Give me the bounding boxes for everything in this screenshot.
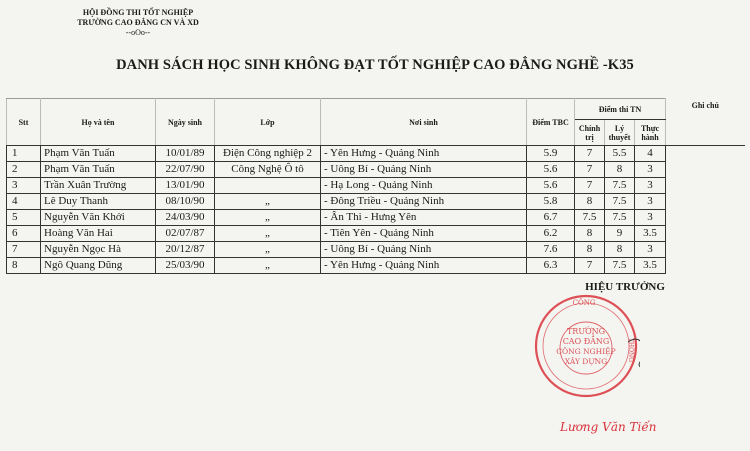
row-note (666, 258, 745, 274)
row-politics: 7 (575, 162, 605, 178)
row-politics: 7 (575, 146, 605, 162)
row-gpa: 6.2 (527, 226, 575, 242)
row-politics: 8 (575, 194, 605, 210)
row-stt: 4 (7, 194, 41, 210)
row-dob: 13/01/90 (156, 178, 215, 194)
row-dob: 25/03/90 (156, 258, 215, 274)
row-class: „ (215, 226, 321, 242)
row-dob: 02/07/87 (156, 226, 215, 242)
row-practice: 3 (635, 162, 666, 178)
row-practice: 3.5 (635, 226, 666, 242)
row-dob: 08/10/90 (156, 194, 215, 210)
header-politics: Chính trị (575, 120, 605, 146)
row-theory: 7.5 (605, 194, 635, 210)
row-practice: 3.5 (635, 258, 666, 274)
row-note (666, 146, 745, 162)
issuer-header (38, 8, 238, 38)
header-birthplace: Nơi sinh (321, 99, 527, 146)
row-practice: 4 (635, 146, 666, 162)
issuer-line-1: HỘI ĐỒNG THI TỐT NGHIỆP (82, 8, 194, 17)
row-gpa: 5.9 (527, 146, 575, 162)
header-exam-group: Điểm thi TN (575, 99, 666, 120)
row-practice: 3 (635, 210, 666, 226)
row-dob: 22/07/90 (156, 162, 215, 178)
row-birthplace: - Yên Hưng - Quảng Ninh (321, 258, 527, 274)
row-politics: 7 (575, 178, 605, 194)
table-row (7, 178, 745, 194)
row-note (666, 242, 745, 258)
header-separator: --oOo-- (125, 28, 151, 37)
row-name: Hoàng Văn Hai (41, 226, 156, 242)
row-gpa: 5.8 (527, 194, 575, 210)
row-politics: 7.5 (575, 210, 605, 226)
row-birthplace: - Ân Thi - Hưng Yên (321, 210, 527, 226)
row-class: „ (215, 210, 321, 226)
seal-text-3: CÔNG NGHIỆP (556, 347, 616, 356)
row-gpa: 7.6 (527, 242, 575, 258)
header-stt: Stt (7, 99, 41, 146)
seal-text-1: TRƯỜNG (566, 327, 606, 336)
header-practice: Thực hành (635, 120, 666, 146)
row-stt: 8 (7, 258, 41, 274)
table-row (7, 146, 745, 162)
row-gpa: 5.6 (527, 178, 575, 194)
row-dob: 20/12/87 (156, 242, 215, 258)
row-name: Phạm Văn Tuấn (41, 146, 156, 162)
principal-title: HIỆU TRƯỞNG (585, 281, 665, 293)
row-theory: 7.5 (605, 210, 635, 226)
row-class: Điện Công nghiệp 2 (215, 146, 321, 162)
row-stt: 6 (7, 226, 41, 242)
signer-name: Lương Văn Tiến (560, 420, 657, 434)
row-birthplace: - Hạ Long - Quảng Ninh (321, 178, 527, 194)
row-name: Nguyễn Văn Khởi (41, 210, 156, 226)
row-class (215, 178, 321, 194)
row-theory: 7.5 (605, 258, 635, 274)
table-row (7, 242, 745, 258)
row-name: Phạm Văn Tuấn (41, 162, 156, 178)
row-dob: 24/03/90 (156, 210, 215, 226)
row-name: Lê Duy Thanh (41, 194, 156, 210)
row-gpa: 6.3 (527, 258, 575, 274)
row-note (666, 210, 745, 226)
seal-text-side: THÔNG (627, 337, 634, 363)
table-row (7, 210, 745, 226)
issuer-line-2: TRƯỜNG CAO ĐẲNG CN VÀ XD (77, 18, 199, 27)
row-theory: 7.5 (605, 178, 635, 194)
row-practice: 3 (635, 178, 666, 194)
header-dob: Ngày sinh (156, 99, 215, 146)
row-politics: 8 (575, 242, 605, 258)
row-theory: 8 (605, 242, 635, 258)
seal-text-top: CÔNG (572, 299, 596, 307)
row-birthplace: - Uông Bí - Quảng Ninh (321, 242, 527, 258)
row-practice: 3 (635, 242, 666, 258)
seal-text-4: XÂY DỰNG (564, 357, 608, 366)
document-title: DANH SÁCH HỌC SINH KHÔNG ĐẠT TỐT NGHIỆP CAO ĐẲNG NGHỀ -K35 (116, 57, 634, 73)
official-seal (532, 292, 640, 400)
row-gpa: 5.6 (527, 162, 575, 178)
row-class: Công Nghệ Ô tô (215, 162, 321, 178)
row-note (666, 178, 745, 194)
row-stt: 1 (7, 146, 41, 162)
header-note: Ghi chú (666, 99, 745, 146)
row-stt: 2 (7, 162, 41, 178)
table-row (7, 226, 745, 242)
row-class: „ (215, 194, 321, 210)
row-birthplace: - Đông Triều - Quảng Ninh (321, 194, 527, 210)
row-birthplace: - Tiên Yên - Quảng Ninh (321, 226, 527, 242)
row-class: „ (215, 258, 321, 274)
row-practice: 3 (635, 194, 666, 210)
table-row (7, 162, 745, 178)
row-theory: 8 (605, 162, 635, 178)
row-name: Nguyễn Ngọc Hà (41, 242, 156, 258)
row-stt: 5 (7, 210, 41, 226)
row-politics: 8 (575, 226, 605, 242)
row-stt: 7 (7, 242, 41, 258)
header-class: Lớp (215, 99, 321, 146)
header-theory: Lý thuyết (605, 120, 635, 146)
row-note (666, 226, 745, 242)
row-note (666, 194, 745, 210)
row-birthplace: - Uông Bí - Quảng Ninh (321, 162, 527, 178)
header-gpa: Điểm TBC (527, 99, 575, 146)
seal-text-2: CAO ĐẲNG (562, 337, 610, 346)
row-politics: 7 (575, 258, 605, 274)
row-theory: 9 (605, 226, 635, 242)
row-name: Ngô Quang Dũng (41, 258, 156, 274)
row-gpa: 6.7 (527, 210, 575, 226)
row-note (666, 162, 745, 178)
table-row (7, 194, 745, 210)
row-class: „ (215, 242, 321, 258)
row-dob: 10/01/89 (156, 146, 215, 162)
results-table (6, 98, 745, 274)
row-stt: 3 (7, 178, 41, 194)
row-theory: 5.5 (605, 146, 635, 162)
row-birthplace: - Yên Hưng - Quảng Ninh (321, 146, 527, 162)
table-row (7, 258, 745, 274)
row-name: Trần Xuân Trường (41, 178, 156, 194)
header-name: Họ và tên (41, 99, 156, 146)
